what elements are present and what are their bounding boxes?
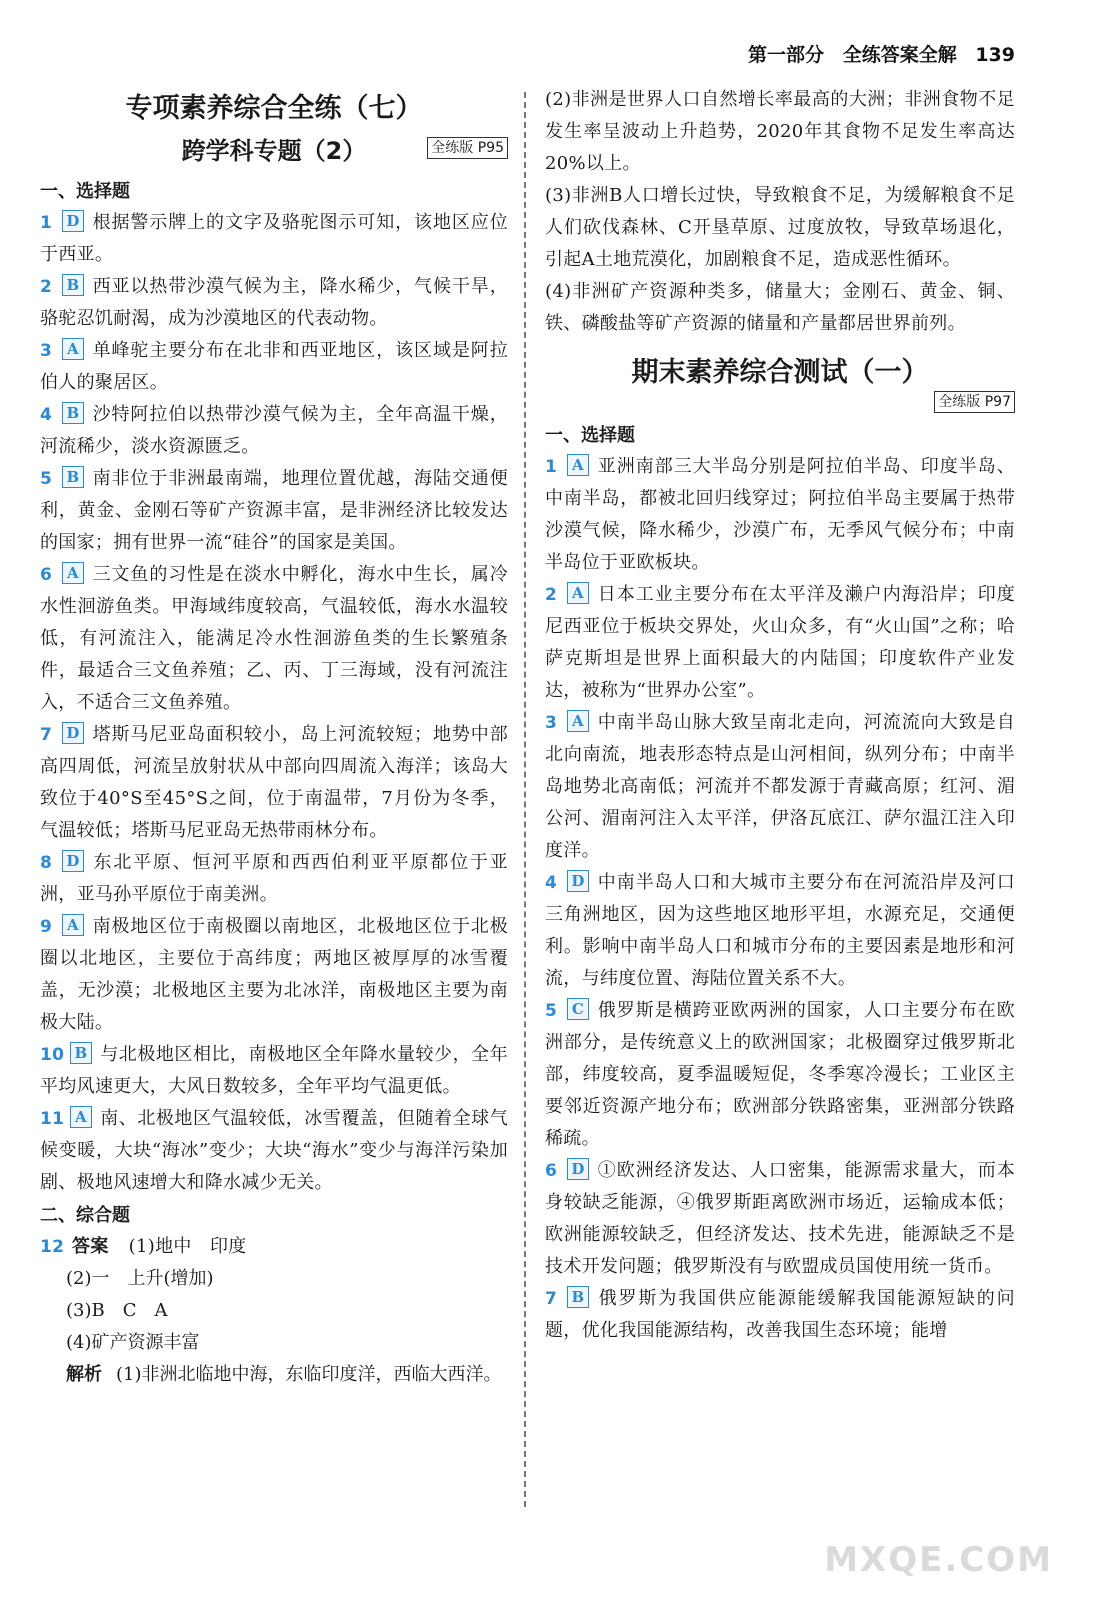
- analysis-text: (1)非洲北临地中海，东临印度洋，西临大西洋。: [116, 1364, 502, 1385]
- question-number: 7: [545, 1289, 558, 1309]
- answer-choice-badge: D: [567, 1158, 589, 1180]
- question-number: 8: [40, 853, 53, 873]
- question-item: [40, 911, 508, 1039]
- right-column: [545, 84, 1015, 1347]
- left-ref-badge: 全练版 P95: [427, 137, 508, 159]
- question-item: [40, 1103, 508, 1199]
- page-header: [736, 40, 1015, 67]
- question-number: 9: [40, 917, 53, 937]
- answer-choice-badge: B: [62, 466, 84, 488]
- question-number: 4: [40, 405, 53, 425]
- explanation-text: 南、北极地区气温较低，冰雪覆盖，但随着全球气候变暖，大块“海冰”变少；大块“海水”变少与海洋污染加剧、极地风速增大和降水减少无关。: [40, 1108, 508, 1193]
- answer-choice-badge: B: [62, 274, 84, 296]
- explanation-text: 南极地区位于南极圈以南地区，北极地区位于北极圈以北地区，主要位于高纬度；两地区被厚厚的冰雪覆盖，无沙漠；北极地区主要为北冰洋，南极地区主要为南极大陆。: [40, 916, 508, 1033]
- question-number: 4: [545, 873, 558, 893]
- answer-line-4: (4)矿产资源丰富: [66, 1332, 200, 1353]
- explanation-text: 根据警示牌上的文字及骆驼图示可知，该地区应位于西亚。: [40, 212, 508, 265]
- page-number: 139: [975, 44, 1015, 66]
- question-number: 1: [545, 457, 558, 477]
- question-number: 6: [545, 1161, 558, 1181]
- question-12: [40, 1231, 508, 1263]
- answer-choice-badge: A: [567, 710, 589, 732]
- explanation-text: 沙特阿拉伯以热带沙漠气候为主，全年高温干燥，河流稀少，淡水资源匮乏。: [40, 404, 508, 457]
- explanation-text: 中南半岛山脉大致呈南北走向，河流流向大致是自北向南流，地表形态特点是山河相间，纵列分布；中南半岛地势北高南低；河流并不都发源于青藏高原；红河、湄公河、湄南河注入太平洋，伊洛瓦底江、萨尔温江注入印度洋。: [545, 712, 1015, 861]
- question-number: 2: [545, 585, 558, 605]
- answer-choice-badge: A: [62, 562, 84, 584]
- answer-line-2: (2)一 上升(增加): [66, 1268, 214, 1289]
- question-number: 10: [40, 1045, 65, 1065]
- analysis: [40, 1359, 508, 1391]
- question-item: [545, 707, 1015, 867]
- answer-choice-badge: A: [62, 338, 84, 360]
- right-ref-row: [545, 389, 1015, 419]
- header-part: 第一部分: [748, 44, 825, 66]
- left-section-comprehensive: 二、综合题: [40, 1205, 130, 1226]
- explanation-text: 东北平原、恒河平原和西西伯利亚平原都位于亚洲，亚马孙平原位于南美洲。: [40, 852, 508, 905]
- explanation-text: 中南半岛人口和大城市主要分布在河流沿岸及河口三角洲地区，因为这些地区地形平坦，水源充足，交通便利。影响中南半岛人口和城市分布的主要因素是地形和河流，与纬度位置、海陆位置关系不大。: [545, 872, 1015, 989]
- question-item: [545, 1155, 1015, 1283]
- question-item: [545, 995, 1015, 1155]
- answer-choice-badge: B: [62, 402, 84, 424]
- question-item: [40, 1039, 508, 1103]
- answer-choice-badge: A: [567, 454, 589, 476]
- explanation-text: 俄罗斯为我国供应能源能缓解我国能源短缺的问题，优化我国能源结构，改善我国生态环境；能增: [545, 1288, 1015, 1341]
- answer-choice-badge: C: [567, 998, 589, 1020]
- analysis-label: 解析: [66, 1364, 102, 1385]
- answer-label: 答案: [72, 1236, 109, 1257]
- explanation-text: 俄罗斯是横跨亚欧两洲的国家，人口主要分布在欧洲部分，是传统意义上的欧洲国家；北极圈穿过俄罗斯北部，纬度较高，夏季温暖短促，冬季寒冷漫长；工业区主要邻近资源产地分布；欧洲部分铁路密集，亚洲部分铁路稀疏。: [545, 1000, 1015, 1149]
- answer-choice-badge: A: [70, 1106, 92, 1128]
- left-column: [40, 84, 508, 1391]
- analysis-cont-3: (3)非洲B人口增长过快，导致粮食不足，为缓解粮食不足人们砍伐森林、C开垦草原、过度放牧，导致草场退化，引起A土地荒漠化，加剧粮食不足，造成恶性循环。: [545, 185, 1015, 270]
- answer-choice-badge: D: [62, 722, 84, 744]
- answer-choice-badge: B: [70, 1042, 92, 1064]
- right-ref-badge: 全练版 P97: [934, 391, 1015, 413]
- left-subtitle: 跨学科专题（2）: [181, 137, 367, 165]
- answer-line-3: (3)B C A: [66, 1300, 168, 1321]
- question-number: 12: [40, 1237, 65, 1257]
- question-item: [40, 463, 508, 559]
- analysis-cont-4: (4)非洲矿产资源种类多，储量大；金刚石、黄金、铜、铁、磷酸盐等矿产资源的储量和产量都居世界前列。: [545, 281, 1015, 334]
- question-number: 1: [40, 213, 53, 233]
- question-item: [40, 719, 508, 847]
- explanation-text: 三文鱼的习性是在淡水中孵化，海水中生长，属冷水性洄游鱼类。甲海域纬度较高，气温较低，海水水温较低，有河流注入，能满足冷水性洄游鱼类的生长繁殖条件，最适合三文鱼养殖；乙、丙、丁三海域，没有河流注入，不适合三文鱼养殖。: [40, 564, 508, 713]
- question-item: [40, 847, 508, 911]
- explanation-text: 与北极地区相比，南极地区全年降水量较少，全年平均风速更大，大风日数较多，全年平均气温更低。: [40, 1044, 508, 1097]
- question-number: 7: [40, 725, 53, 745]
- question-item: [545, 867, 1015, 995]
- explanation-text: 亚洲南部三大半岛分别是阿拉伯半岛、印度半岛、中南半岛，都被北回归线穿过；阿拉伯半岛主要属于热带沙漠气候，降水稀少，沙漠广布，无季风气候分布；中南半岛位于亚欧板块。: [545, 456, 1015, 573]
- explanation-text: ①欧洲经济发达、人口密集，能源需求量大，而本身较缺乏能源，④俄罗斯距离欧洲市场近，运输成本低；欧洲能源较缺乏，但经济发达、技术先进，能源缺乏不是技术开发问题；俄罗斯没有与欧盟成员国使用统一货币。: [545, 1160, 1015, 1277]
- question-number: 3: [40, 341, 53, 361]
- question-number: 3: [545, 713, 558, 733]
- question-item: [40, 271, 508, 335]
- watermark: MXQE.COM: [824, 1540, 1053, 1580]
- left-subtitle-row: [40, 127, 508, 175]
- answer-line-1: (1)地中 印度: [128, 1236, 247, 1257]
- left-section-choice: 一、选择题: [40, 181, 130, 202]
- answer-choice-badge: D: [567, 870, 589, 892]
- right-title: 期末素养综合测试（一）: [631, 357, 929, 388]
- question-number: 5: [40, 469, 53, 489]
- left-title: 专项素养综合全练（七）: [125, 93, 423, 124]
- column-divider: [524, 92, 526, 1507]
- question-number: 2: [40, 277, 53, 297]
- answer-choice-badge: A: [62, 914, 84, 936]
- question-item: [545, 579, 1015, 707]
- left-question-list: [40, 207, 508, 1199]
- question-item: [545, 1283, 1015, 1347]
- header-section: 全练答案全解: [842, 44, 957, 66]
- question-number: 11: [40, 1109, 65, 1129]
- right-question-list: [545, 451, 1015, 1347]
- question-item: [40, 335, 508, 399]
- explanation-text: 单峰驼主要分布在北非和西亚地区，该区域是阿拉伯人的聚居区。: [40, 340, 508, 393]
- answer-choice-badge: B: [567, 1286, 589, 1308]
- answer-choice-badge: D: [62, 210, 84, 232]
- answer-choice-badge: D: [62, 850, 84, 872]
- explanation-text: 西亚以热带沙漠气候为主，降水稀少，气候干旱，骆驼忍饥耐渴，成为沙漠地区的代表动物。: [40, 276, 508, 329]
- explanation-text: 日本工业主要分布在太平洋及濑户内海沿岸；印度尼西亚位于板块交界处，火山众多，有“火山国”之称；哈萨克斯坦是世界上面积最大的内陆国；印度软件产业发达，被称为“世界办公室”。: [545, 584, 1015, 701]
- question-item: [545, 451, 1015, 579]
- analysis-cont-2: (2)非洲是世界人口自然增长率最高的大洲；非洲食物不足发生率呈波动上升趋势，2020年其食物不足发生率高达20%以上。: [545, 89, 1015, 174]
- question-item: [40, 399, 508, 463]
- question-item: [40, 559, 508, 719]
- explanation-text: 塔斯马尼亚岛面积较小，岛上河流较短；地势中部高四周低，河流呈放射状从中部向四周流入海洋；该岛大致位于40°S至45°S之间，位于南温带，7月份为冬季，气温较低；塔斯马尼亚岛无热带雨林分布。: [40, 724, 508, 841]
- answer-choice-badge: A: [567, 582, 589, 604]
- question-item: [40, 207, 508, 271]
- question-number: 6: [40, 565, 53, 585]
- explanation-text: 南非位于非洲最南端，地理位置优越，海陆交通便利，黄金、金刚石等矿产资源丰富，是非洲经济比较发达的国家；拥有世界一流“硅谷”的国家是美国。: [40, 468, 508, 553]
- question-number: 5: [545, 1001, 558, 1021]
- right-section-choice: 一、选择题: [545, 425, 635, 446]
